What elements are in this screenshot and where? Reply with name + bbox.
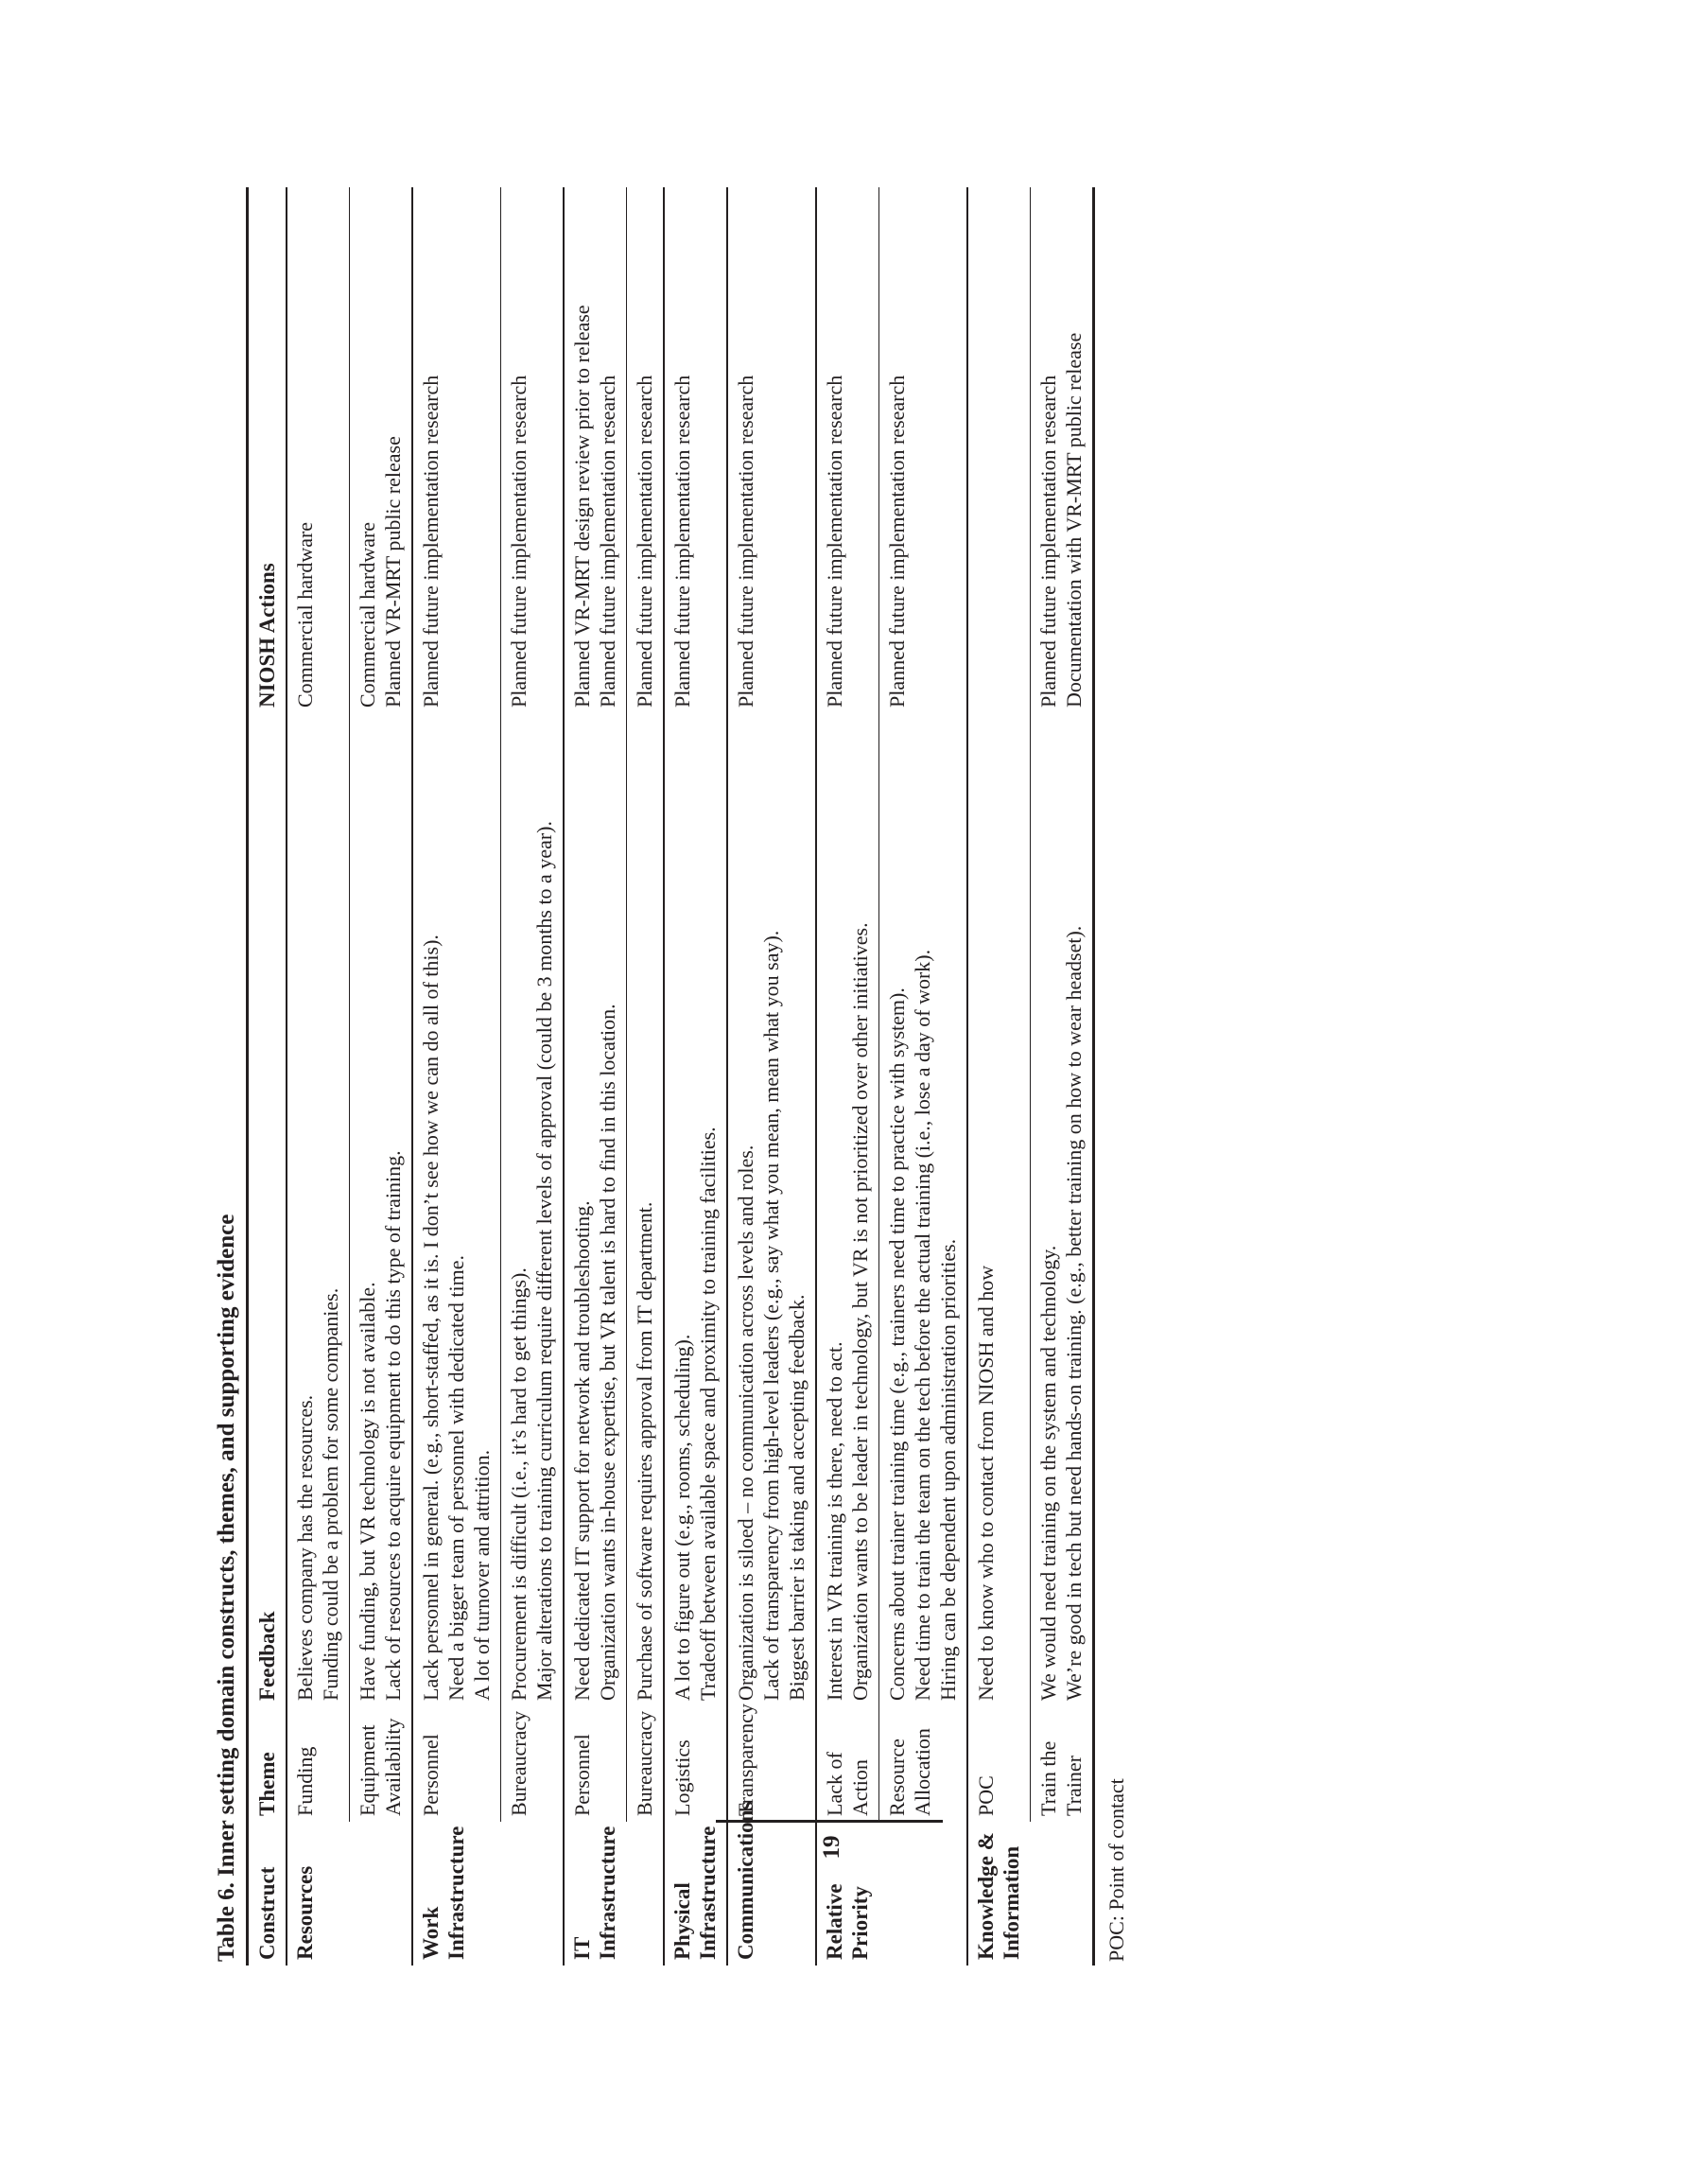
table-footnote: POC: Point of contact: [1104, 1778, 1128, 1962]
feedback-line: Hiring can be dependent upon administration priorities.: [936, 1238, 960, 1701]
table-row: [816, 187, 879, 1966]
theme-cell: Logistics: [664, 1706, 727, 1822]
construct-cell: Knowledge & Information: [967, 1822, 1030, 1966]
feedback-line: Concerns about trainer training time (e.g., trainers need time to practice with system).: [885, 987, 909, 1701]
theme-cell: Equipment Availability: [350, 1706, 413, 1822]
construct-cell: [350, 1822, 413, 1966]
construct-cell: IT Infrastructure: [564, 1822, 627, 1966]
table-row: [879, 187, 968, 1966]
feedback-line: Lack of transparency from high-level leaders (e.g., say what you mean, mean what you say).: [759, 930, 783, 1701]
theme-cell: Lack of Action: [816, 1706, 879, 1822]
feedback-cell: [967, 713, 1030, 1706]
header-theme: Theme: [248, 1706, 287, 1822]
construct-cell: [879, 1822, 968, 1966]
action-line: Planned future implementation research: [596, 375, 619, 708]
construct-cell: Relative Priority: [816, 1822, 879, 1966]
action-line: Planned future implementation research: [633, 375, 656, 708]
table-row: [287, 187, 350, 1966]
table-body: [287, 187, 1093, 1966]
niosh-actions-cell: [1030, 187, 1093, 713]
feedback-line: Biggest barrier is taking and accepting feedback.: [785, 1294, 809, 1701]
table-caption: Table 6. Inner setting domain constructs, themes, and supporting evidence: [214, 1214, 239, 1962]
construct-cell: Work Infrastructure: [412, 1822, 501, 1966]
action-line: Planned VR-MRT public release: [381, 436, 405, 708]
feedback-line: Lack personnel in general. (e.g., short-staffed, as it is. I don’t see how we can do all of this).: [419, 935, 443, 1701]
action-line: Planned future implementation research: [734, 375, 757, 708]
action-line: Planned future implementation research: [885, 375, 909, 708]
table-row: [501, 187, 565, 1966]
theme-cell: POC: [967, 1706, 1030, 1822]
niosh-actions-cell: [501, 187, 565, 713]
action-line: Commercial hardware: [356, 521, 379, 708]
page-number: 19: [819, 1835, 844, 1860]
table-row: [412, 187, 501, 1966]
theme-cell: Train the Trainer: [1030, 1706, 1093, 1822]
niosh-actions-cell: [727, 187, 816, 713]
feedback-line: Organization wants in-house expertise, but VR talent is hard to find in this location.: [596, 1004, 619, 1701]
feedback-cell: [664, 713, 727, 1706]
niosh-actions-cell: [350, 187, 413, 713]
construct-cell: [1030, 1822, 1093, 1966]
feedback-cell: [727, 713, 816, 1706]
niosh-actions-cell: [879, 187, 968, 713]
theme-cell: Bureaucracy: [501, 1706, 565, 1822]
feedback-cell: [350, 713, 413, 1706]
header-niosh-actions: NIOSH Actions: [248, 187, 287, 713]
feedback-line: Need dedicated IT support for network and troubleshooting.: [570, 1200, 594, 1701]
niosh-actions-cell: [627, 187, 665, 713]
header-feedback: Feedback: [248, 713, 287, 1706]
action-line: Planned VR-MRT design review prior to release: [570, 305, 594, 708]
rotated-table-region: [208, 187, 1428, 1966]
constructs-table: [246, 187, 1095, 1966]
feedback-line: We’re good in tech but need hands-on training. (e.g., better training on how to wear headset).: [1061, 925, 1086, 1701]
table-header-row: [248, 187, 287, 1966]
action-line: Documentation with VR-MRT public release: [1061, 332, 1086, 708]
feedback-cell: [816, 713, 879, 1706]
action-line: Planned future implementation research: [1035, 375, 1060, 708]
construct-cell: [627, 1822, 665, 1966]
niosh-actions-cell: [967, 187, 1030, 713]
construct-cell: Physical Infrastructure: [664, 1822, 727, 1966]
theme-cell: Personnel: [564, 1706, 627, 1822]
table-row: [627, 187, 665, 1966]
feedback-line: A lot to figure out (e.g., rooms, scheduling).: [670, 1334, 694, 1701]
construct-cell: [501, 1822, 565, 1966]
header-construct: Construct: [248, 1822, 287, 1966]
feedback-cell: [627, 713, 665, 1706]
action-line: Planned future implementation research: [419, 375, 443, 708]
feedback-line: Tradeoff between available space and proximity to training facilities.: [696, 1127, 720, 1701]
niosh-actions-cell: [412, 187, 501, 713]
feedback-line: Organization wants to be leader in technology, but VR is not prioritized over other initiatives.: [848, 922, 872, 1701]
niosh-actions-cell: [287, 187, 350, 713]
feedback-line: A lot of turnover and attrition.: [470, 1449, 494, 1701]
feedback-cell: [501, 713, 565, 1706]
theme-cell: Funding: [287, 1706, 350, 1822]
feedback-line: Funding could be a problem for some companies.: [319, 1287, 342, 1701]
action-line: Planned future implementation research: [670, 375, 694, 708]
theme-cell: Personnel: [412, 1706, 501, 1822]
feedback-cell: [564, 713, 627, 1706]
theme-cell: Transparency: [727, 1706, 816, 1822]
feedback-line: Need a bigger team of personnel with dedicated time.: [444, 1255, 468, 1701]
niosh-actions-cell: [664, 187, 727, 713]
table-row: [350, 187, 413, 1966]
feedback-cell: [412, 713, 501, 1706]
theme-cell: Bureaucracy: [627, 1706, 665, 1822]
table-row: [967, 187, 1030, 1966]
feedback-line: Need to know who to contact from NIOSH and how: [974, 1265, 998, 1701]
action-line: Commercial hardware: [293, 521, 317, 708]
niosh-actions-cell: [816, 187, 879, 713]
feedback-line: Need time to train the team on the tech before the actual training (i.e., lose a day of work).: [911, 949, 934, 1701]
niosh-actions-cell: [564, 187, 627, 713]
feedback-line: Major alterations to training curriculum require different levels of approval (could be 3 months to a year).: [532, 820, 556, 1701]
feedback-line: Purchase of software requires approval from IT department.: [633, 1201, 656, 1701]
table-row: [564, 187, 627, 1966]
feedback-cell: [1030, 713, 1093, 1706]
action-line: Planned future implementation research: [507, 375, 530, 708]
feedback-line: Organization is siloed – no communication across levels and roles.: [734, 1144, 757, 1701]
feedback-cell: [879, 713, 968, 1706]
feedback-line: Procurement is difficult (i.e., it’s hard to get things).: [507, 1267, 530, 1701]
feedback-line: Have funding, but VR technology is not available.: [356, 1282, 379, 1701]
feedback-line: Lack of resources to acquire equipment to do this type of training.: [381, 1150, 405, 1701]
construct-cell: Communications: [727, 1822, 816, 1966]
action-line: Planned future implementation research: [823, 375, 846, 708]
table-row: [1030, 187, 1093, 1966]
feedback-line: Believes company has the resources.: [293, 1394, 317, 1701]
feedback-line: We would need training on the system and technology.: [1035, 1245, 1060, 1701]
feedback-line: Interest in VR training is there, need to act.: [823, 1341, 846, 1701]
construct-cell: Resources: [287, 1822, 350, 1966]
theme-cell: Resource Allocation: [879, 1706, 968, 1822]
feedback-cell: [287, 713, 350, 1706]
table-row: [664, 187, 727, 1966]
table-row: [727, 187, 816, 1966]
